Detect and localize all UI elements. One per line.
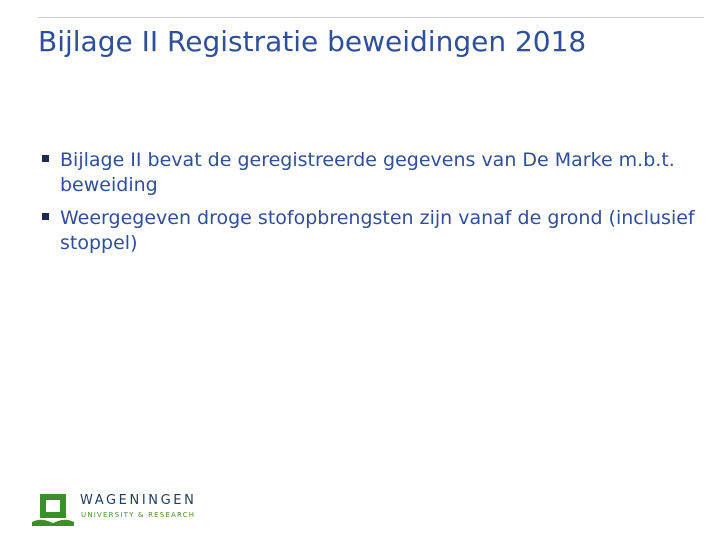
bullet-item — [42, 206, 702, 256]
bullet-item — [42, 148, 702, 198]
bullet-square-icon — [42, 213, 49, 220]
logo-subtitle: UNIVERSITY & RESEARCH — [81, 511, 196, 519]
bullet-text: Bijlage II bevat de geregistreerde gegevens van De Marke m.b.t. beweiding — [60, 149, 675, 196]
bullet-list — [42, 148, 702, 264]
logo-name: WAGENINGEN — [80, 493, 197, 508]
bullet-square-icon — [42, 155, 49, 162]
wur-logo-icon — [30, 492, 76, 526]
slide-title: Bijlage II Registratie beweidingen 2018 — [38, 25, 587, 58]
bullet-text: Weergegeven droge stofopbrengsten zijn vanaf de grond (inclusief stoppel) — [60, 207, 695, 254]
top-divider — [38, 17, 704, 18]
wageningen-logo — [30, 492, 200, 528]
